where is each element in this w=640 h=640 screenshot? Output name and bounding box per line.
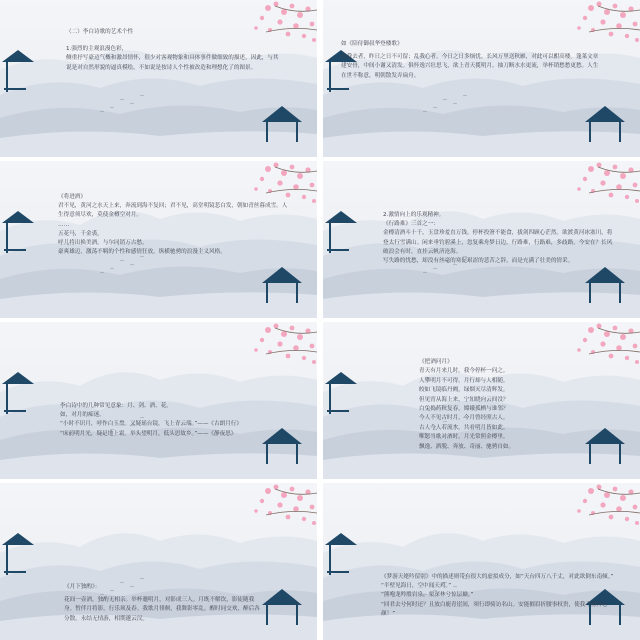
slide-6-line-10: 飘逸、洒脱、奔放、奇丽、驰骋自如。 — [419, 443, 515, 450]
slide-6-line-9: 唯愿当歌对酒时，月光常照金樽里。 — [419, 434, 509, 441]
slide-5-line-1: 李白诗中的几种常见意象：月、剑、酒、花。 — [60, 403, 172, 409]
slide-1-paragraph-2: 侧重抒写豪迈气概和激昂情怀，很少对客观物象和具体事件做细致的描述。因此，与其说是对自然形貌的逼真模绘，不如说是按诗人个性被改造和理想化了的图景。 — [66, 55, 279, 71]
slide-4 — [323, 161, 640, 318]
slide-3-line-3: …… — [58, 221, 70, 228]
slide-3-content — [58, 193, 288, 257]
slide-8 — [323, 483, 640, 640]
slide-5-line-3: “小时不识月，呼作白玉盘。又疑瑶台镜，飞上青云端。”——《古朗月行》 — [60, 421, 242, 428]
slide-6-line-2: 青天有月来几时，我今停杯一问之。 — [419, 368, 509, 375]
slide-6-line-1: 《把酒问月》 — [419, 359, 453, 365]
slide-2-line-2: 弃我去者，昨日之日不可留；乱我心者，今日之日多烦忧。长风万里送秋雁，对此可以酣高楼。蓬莱文章建安骨，中间小谢又清发。俱怀逸兴壮思飞，欲上青天揽明月。抽刀断水水更流，举杯销愁愁更愁。人生在世不称意，明朝散发弄扁舟。 — [341, 54, 599, 79]
slide-3-line-4: 五花马，千金裘， — [58, 230, 103, 237]
slide-7-content — [64, 583, 264, 624]
slide-1 — [0, 0, 317, 157]
slide-8-line-1: 《梦游天姥吟留别》中的描述则带有很大的虚拟成分，如“天台四万八千丈，对此欲倒东南倾。” — [381, 574, 614, 580]
slide-2-content — [341, 40, 603, 81]
slide-4-line-1: 2.激情向上的乐观精神。 — [383, 212, 445, 218]
slide-3 — [0, 161, 317, 318]
slide-6-line-3: 人攀明月不可得，月行却与人相随。 — [419, 377, 509, 384]
slide-3-line-6: 豪爽雄迈，激荡不羁的个性和感情狂放，纵横驰骋的浪漫主义风格。 — [58, 249, 226, 256]
slide-7 — [0, 483, 317, 640]
slide-6 — [323, 322, 640, 479]
slide-5-background — [0, 322, 317, 479]
slide-4-line-3: 金樽清酒斗十千，玉盘珍羞直万钱。停杯投箸不能食，拔剑四顾心茫然。欲渡黄河冰塞川，将登太行雪满山。闲来垂钓碧溪上，忽复乘舟梦日边。行路难，行路难，多歧路，今安在？长风破浪会有时，直挂云帆济沧海。 — [383, 230, 613, 255]
slide-4-line-2: 《行路难》三首之一： — [383, 221, 439, 228]
slide-1-content — [66, 28, 284, 73]
slide-1-paragraph-1: 1.强烈的主观浪漫色彩， — [66, 46, 128, 53]
slide-7-line-1: 《月下独酌》： — [64, 584, 101, 590]
slide-6-line-4: 皎如飞镜临丹阙，绿烟灭尽清辉发。 — [419, 387, 509, 394]
slide-4-content — [383, 211, 613, 266]
slide-8-line-2: “半壁见海日，空中闻天鸡。” — [381, 583, 452, 590]
slide-3-line-1: 《将进酒》 — [58, 194, 86, 200]
slide-5-content — [60, 402, 248, 439]
slide-5 — [0, 322, 317, 479]
slide-6-line-5: 但见宵从海上来，宁知晓向云间没？ — [419, 396, 509, 403]
slide-2-line-1: 如《陪侍御叔华登楼歌》 — [341, 41, 403, 47]
slide-8-content — [381, 573, 619, 619]
slide-3-line-5: 呼儿将出换美酒，与尔同销万古愁。 — [58, 240, 148, 247]
slide-5-line-4: “床前明月光，疑是地上霜。举头望明月，低头思故乡。”——《静夜思》 — [60, 430, 237, 437]
slide-1-background — [0, 0, 317, 157]
slide-5-line-2: 如，对月的痴迷。 — [60, 412, 105, 419]
slide-3-line-2: 君不见，黄河之水天上来，奔流到海不复回；君不见，高堂明镜悲白发，朝如青丝暮成雪。人生得意须尽欢，莫使金樽空对月。 — [58, 203, 288, 219]
slide-4-line-4: 写失路的忧愁，却没有丝毫的寒促艰涩的悲苦之辞，而是充满了壮美的情采。 — [383, 258, 574, 265]
slide-2 — [323, 0, 640, 157]
slide-7-line-2: 花间一壶酒，独酌无相亲。举杯邀明月，对影成三人。月既不解饮，影徒随我身。暂伴月将影，行乐须及春。我歌月徘徊，我舞影零乱。醒时同交欢，醉后各分散。永结无情游，相期邈云汉。 — [64, 597, 260, 622]
slide-1-heading: （二）李白诗歌的艺术个性 — [66, 29, 134, 35]
slide-8-line-4: “回君去兮何时还？且放白鹿青崖间，须行即骑访名山。安能摧眉折腰事权贵，使我不得开心颜！” — [381, 601, 608, 617]
slide-6-line-8: 古人今人若流水，共看明月皆如此。 — [419, 424, 509, 431]
slide-6-line-7: 今人不见古时月，今月曾经照古人。 — [419, 415, 509, 422]
slide-8-line-3: “熊咆龙吟殷岩泉，栗深林兮惊层巅。” — [381, 592, 474, 599]
slide-6-content — [419, 358, 569, 452]
slide-6-line-6: 白兔捣药秋复春，嫦娥孤栖与谁邻？ — [419, 406, 509, 413]
